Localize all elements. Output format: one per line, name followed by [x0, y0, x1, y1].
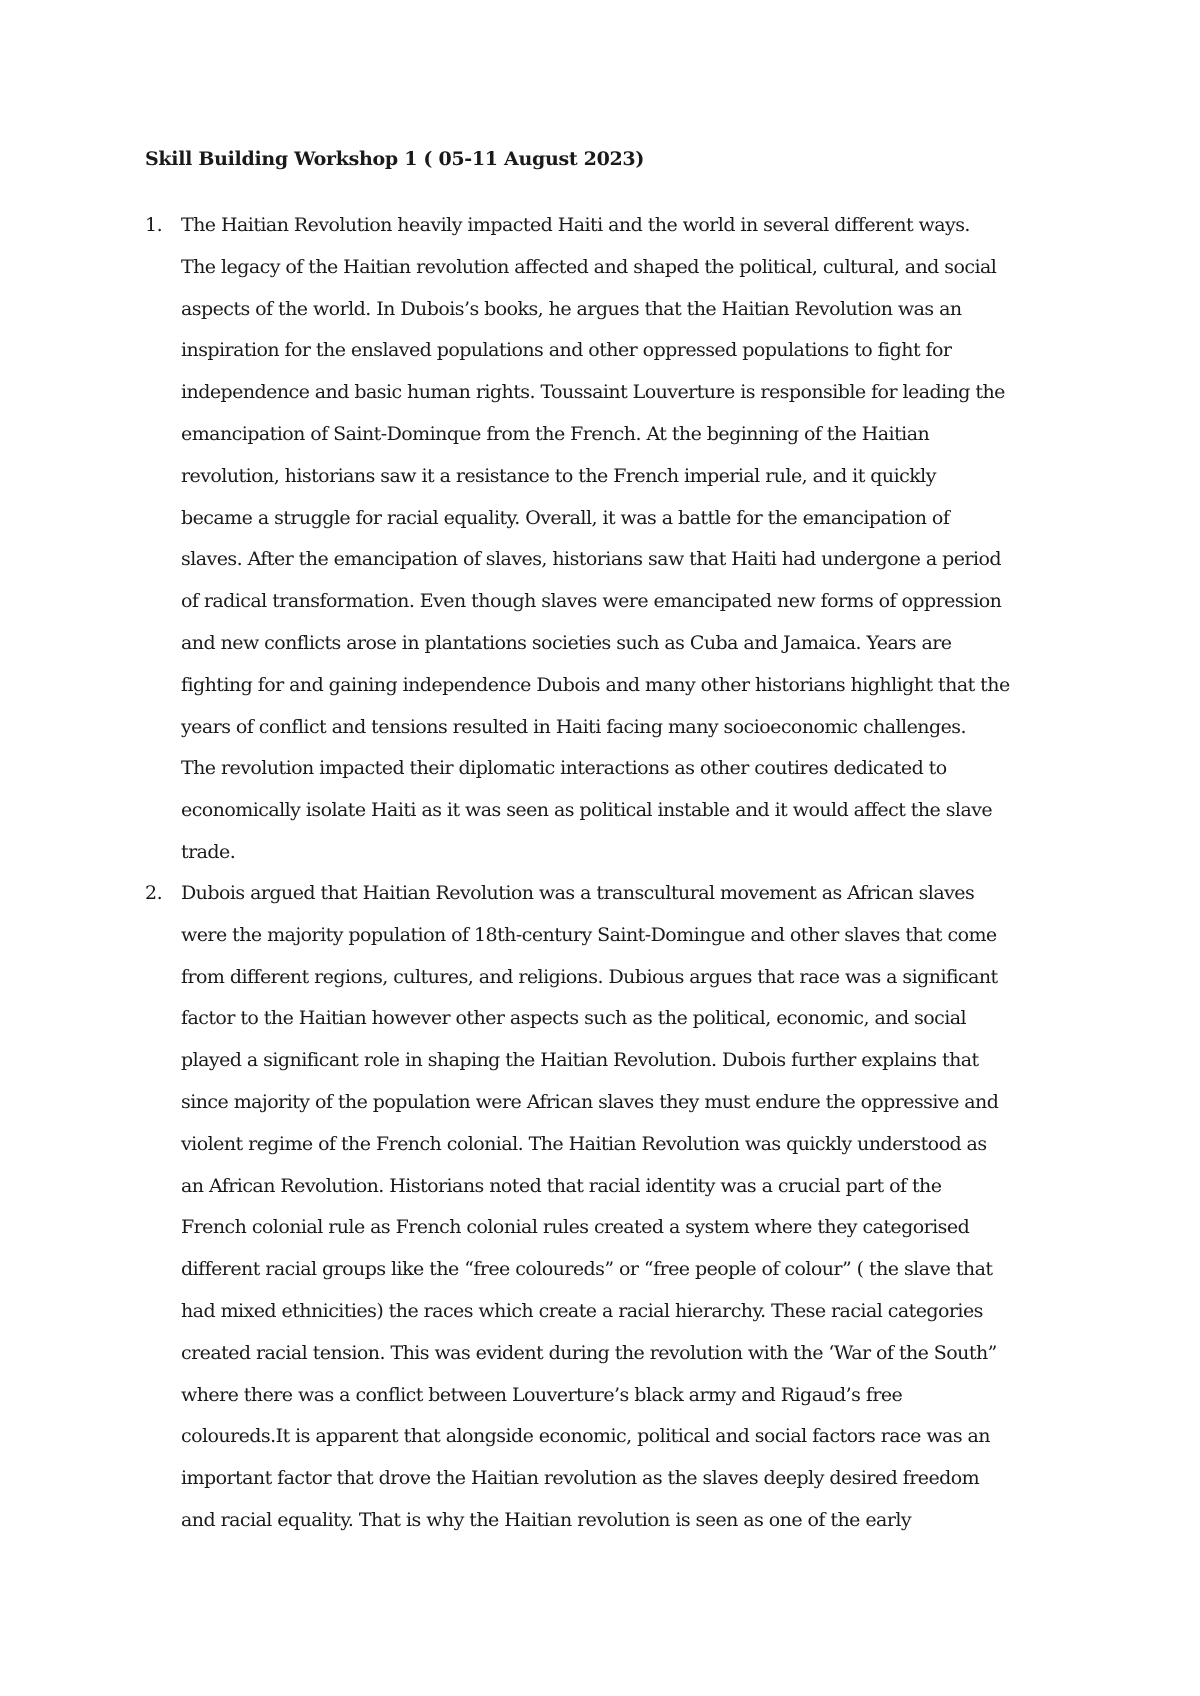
paragraph-line: aspects of the world. In Dubois’s books, he argues that the Haitian Revolution was an: [181, 297, 962, 320]
paragraph-line: inspiration for the enslaved populations and other oppressed populations to fight for: [181, 339, 952, 362]
paragraph-line: Dubois argued that Haitian Revolution was a transcultural movement as African slaves: [181, 882, 975, 904]
paragraph-line: created racial tension. This was evident during the revolution with the ‘War of the South”: [181, 1341, 997, 1364]
paragraph-line: and racial equality. That is why the Haitian revolution is seen as one of the early: [181, 1508, 912, 1531]
list-item-number: 2.: [145, 882, 163, 904]
paragraph-line: where there was a conflict between Louverture’s black army and Rigaud’s free: [181, 1383, 903, 1406]
paragraph-line: The revolution impacted their diplomatic interactions as other coutires dedicated to: [181, 757, 947, 780]
paragraph-line: had mixed ethnicities) the races which create a racial hierarchy. These racial categories: [181, 1299, 983, 1322]
paragraph-line: and new conflicts arose in plantations societies such as Cuba and Jamaica. Years are: [181, 631, 952, 654]
paragraph-line: important factor that drove the Haitian revolution as the slaves deeply desired freedom: [181, 1467, 980, 1490]
paragraph-line: of radical transformation. Even though slaves were emancipated new forms of oppression: [181, 590, 1002, 613]
paragraph-line: years of conflict and tensions resulted in Haiti facing many socioeconomic challenges.: [181, 715, 966, 738]
paragraph-line: fighting for and gaining independence Dubois and many other historians highlight that the: [181, 673, 1010, 696]
paragraph-line: from different regions, cultures, and religions. Dubious argues that race was a significant: [181, 965, 998, 988]
list-item-number: 1.: [145, 214, 163, 236]
paragraph-line: independence and basic human rights. Toussaint Louverture is responsible for leading the: [181, 381, 1005, 404]
paragraph-line: revolution, historians saw it a resistance to the French imperial rule, and it quickly: [181, 464, 936, 487]
paragraph-line: The Haitian Revolution heavily impacted Haiti and the world in several different ways.: [181, 214, 970, 236]
paragraph-line: economically isolate Haiti as it was seen as political instable and it would affect the slave: [181, 799, 993, 822]
paragraph-line: emancipation of Saint-Dominque from the French. At the beginning of the Haitian: [181, 422, 930, 445]
paragraph-line: factor to the Haitian however other aspects such as the political, economic, and social: [181, 1007, 967, 1030]
list-item-2: [145, 873, 1065, 1542]
paragraph-line: The legacy of the Haitian revolution affected and shaped the political, cultural, and social: [181, 255, 997, 278]
paragraph-line: an African Revolution. Historians noted that racial identity was a crucial part of the: [181, 1174, 942, 1197]
paragraph-line: were the majority population of 18th-century Saint-Domingue and other slaves that come: [181, 923, 997, 946]
paragraph-line: coloureds.It is apparent that alongside economic, political and social factors race was an: [181, 1425, 990, 1448]
paragraph-line: slaves. After the emancipation of slaves, historians saw that Haiti had undergone a period: [181, 548, 1001, 571]
paragraph-line: violent regime of the French colonial. The Haitian Revolution was quickly understood as: [181, 1132, 987, 1155]
paragraph-line: different racial groups like the “free coloureds” or “free people of colour” ( the slave that: [181, 1258, 993, 1281]
paragraph-line: trade.: [181, 840, 236, 863]
document-title: Skill Building Workshop 1 ( 05-11 August 2023): [145, 148, 645, 170]
paragraph-line: since majority of the population were African slaves they must endure the oppressive and: [181, 1090, 999, 1113]
paragraph-line: played a significant role in shaping the Haitian Revolution. Dubois further explains that: [181, 1049, 979, 1072]
paragraph-line: French colonial rule as French colonial rules created a system where they categorised: [181, 1216, 970, 1239]
paragraph-line: became a struggle for racial equality. Overall, it was a battle for the emancipation of: [181, 506, 950, 529]
list-item-1: [145, 205, 1065, 874]
